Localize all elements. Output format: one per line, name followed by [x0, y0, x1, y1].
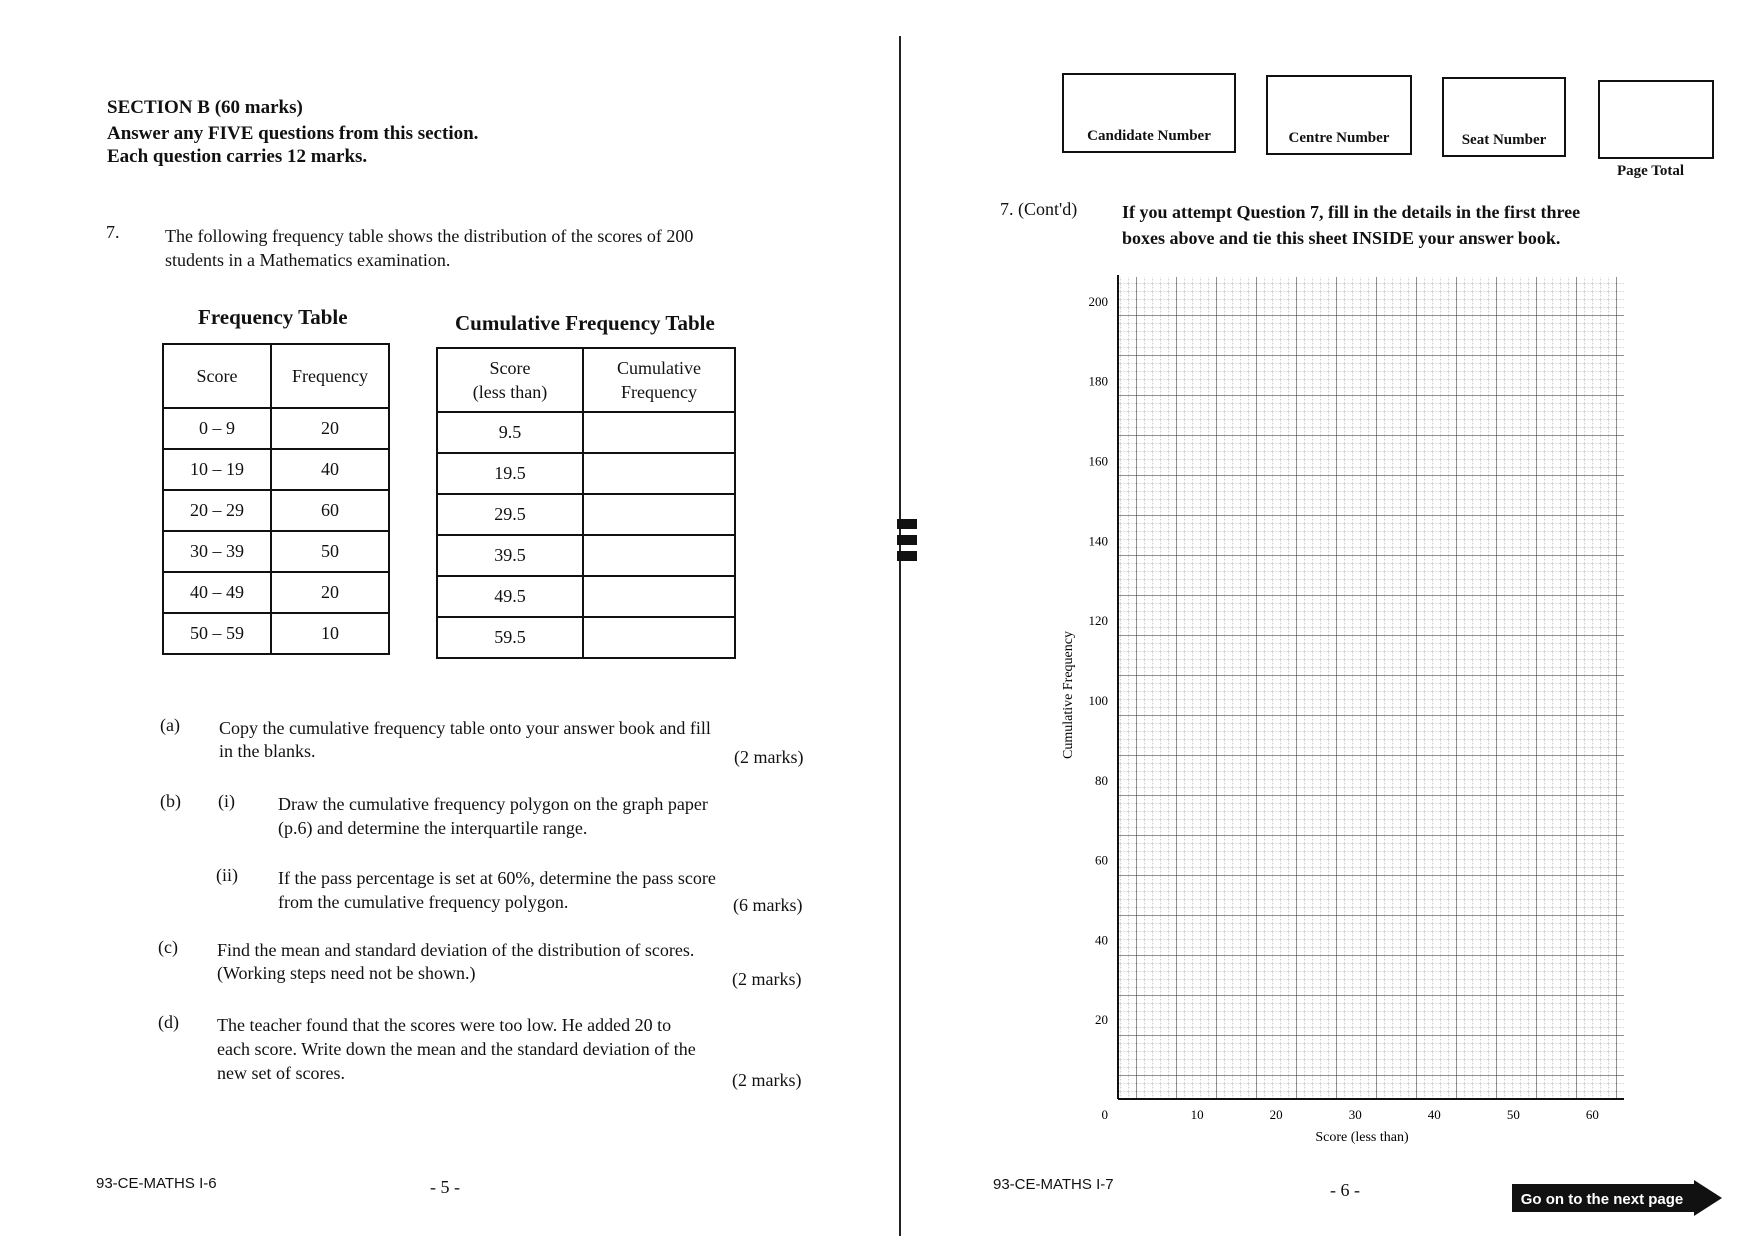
centre-number-box [1266, 75, 1412, 155]
question-number: 7. [106, 222, 120, 242]
x-tick-label: 50 [1506, 1107, 1520, 1122]
part-bii-label: (ii) [216, 865, 238, 885]
cum-cell-score: 49.5 [437, 576, 583, 617]
cum-cell-blank [583, 535, 735, 576]
part-d-line3: new set of scores. [217, 1063, 345, 1083]
cum-cell-blank [583, 412, 735, 453]
cum-cell-blank [583, 617, 735, 658]
part-c-marks: (2 marks) [732, 969, 802, 989]
cumulative-frequency-table [436, 347, 736, 659]
staple-mark [897, 551, 917, 561]
freq-cell-frequency: 50 [271, 531, 389, 572]
question-stem-line1: The following frequency table shows the distribution of the scores of 200 [165, 226, 694, 246]
part-d-line1: The teacher found that the scores were too low. He added 20 to [217, 1015, 672, 1035]
y-tick-label: 0 [1101, 1107, 1108, 1122]
part-a-line2: in the blanks. [219, 741, 316, 761]
freq-header-frequency: Frequency [271, 344, 389, 408]
y-tick-label: 180 [1088, 373, 1108, 389]
part-bii-line2: from the cumulative frequency polygon. [278, 892, 569, 912]
part-d-line2: each score. Write down the mean and the standard deviation of the [217, 1039, 696, 1059]
y-tick-label: 40 [1095, 932, 1108, 948]
frequency-table [162, 343, 390, 655]
part-a-label: (a) [160, 715, 180, 735]
freq-cell-frequency: 40 [271, 449, 389, 490]
freq-cell-score: 10 – 19 [163, 449, 271, 490]
part-b-marks: (6 marks) [733, 895, 803, 915]
cum-cell-blank [583, 576, 735, 617]
centre-number-label: Centre Number [1288, 130, 1390, 146]
frequency-table-title: Frequency Table [198, 305, 348, 329]
freq-header-score: Score [163, 344, 271, 408]
candidate-number-box [1062, 73, 1236, 153]
freq-cell-score: 20 – 29 [163, 490, 271, 531]
cum-header-frequency-line2: Frequency [621, 382, 697, 402]
footer-page-number-left: - 5 - [430, 1177, 460, 1197]
continued-label: 7. (Cont'd) [1000, 199, 1078, 219]
footer-code-right: 93-CE-MATHS I-7 [993, 1176, 1114, 1193]
x-tick-label: 20 [1269, 1107, 1283, 1122]
page-total-label: Page Total [1617, 163, 1685, 179]
cum-cell-score: 29.5 [437, 494, 583, 535]
cum-cell-score: 59.5 [437, 617, 583, 658]
part-bi-line2: (p.6) and determine the interquartile range. [278, 818, 588, 838]
staple-mark [897, 519, 917, 529]
page-total-box [1598, 80, 1714, 159]
freq-cell-score: 0 – 9 [163, 408, 271, 449]
cum-cell-score: 9.5 [437, 412, 583, 453]
x-axis-label: Score (less than) [1315, 1130, 1409, 1145]
graph-paper-chart [1056, 275, 1636, 1155]
cum-header-score [437, 348, 583, 412]
part-c-line2: (Working steps need not be shown.) [217, 963, 476, 983]
staple-mark [897, 535, 917, 545]
freq-cell-frequency: 20 [271, 572, 389, 613]
cum-header-frequency [583, 348, 735, 412]
section-instruction: Answer any FIVE questions from this section. [107, 123, 479, 144]
y-axis-label: Cumulative Frequency [1061, 631, 1076, 759]
y-tick-label: 200 [1088, 293, 1108, 309]
y-tick-label: 120 [1088, 613, 1108, 629]
freq-cell-score: 40 – 49 [163, 572, 271, 613]
y-tick-label: 140 [1088, 533, 1108, 549]
next-page-label: Go on to the next page [1520, 1191, 1684, 1208]
y-tick-label: 160 [1088, 453, 1108, 469]
part-b-label: (b) [160, 791, 181, 811]
footer-code-left: 93-CE-MATHS I-6 [96, 1175, 217, 1192]
seat-number-label: Seat Number [1461, 132, 1547, 148]
part-a-line1: Copy the cumulative frequency table onto your answer book and fill [219, 718, 711, 738]
section-heading: SECTION B (60 marks) [107, 97, 303, 118]
cumulative-table-title: Cumulative Frequency Table [455, 311, 715, 335]
grid-major [1118, 277, 1624, 1099]
freq-cell-frequency: 20 [271, 408, 389, 449]
y-tick-label: 100 [1088, 692, 1108, 708]
part-bi-line1: Draw the cumulative frequency polygon on the graph paper [278, 794, 708, 814]
section-marks-note: Each question carries 12 marks. [107, 146, 368, 167]
freq-cell-score: 50 – 59 [163, 613, 271, 654]
part-a-marks: (2 marks) [734, 747, 804, 767]
seat-number-box [1442, 77, 1566, 157]
y-tick-labels [1089, 294, 1109, 1122]
footer-page-number-right: - 6 - [1330, 1180, 1360, 1200]
part-c-line1: Find the mean and standard deviation of the distribution of scores. [217, 940, 695, 960]
freq-cell-frequency: 60 [271, 490, 389, 531]
x-tick-label: 30 [1348, 1107, 1362, 1122]
part-bii-line1: If the pass percentage is set at 60%, determine the pass score [278, 868, 716, 888]
cum-cell-score: 19.5 [437, 453, 583, 494]
x-tick-label: 10 [1190, 1107, 1204, 1122]
continued-instruction-line2: boxes above and tie this sheet INSIDE your answer book. [1122, 228, 1561, 248]
question-stem-line2: students in a Mathematics examination. [165, 250, 451, 270]
y-tick-label: 20 [1095, 1012, 1108, 1028]
continued-instruction-line1: If you attempt Question 7, fill in the details in the first three [1122, 202, 1581, 222]
freq-cell-frequency: 10 [271, 613, 389, 654]
cum-header-score-line2: (less than) [472, 382, 548, 402]
x-tick-label: 40 [1427, 1107, 1441, 1122]
cum-header-frequency-line1: Cumulative [617, 358, 701, 378]
y-tick-label: 60 [1095, 852, 1108, 868]
x-tick-label: 60 [1585, 1107, 1599, 1122]
next-page-arrow[interactable] [1512, 1180, 1722, 1216]
part-bi-label: (i) [218, 791, 235, 811]
x-tick-labels [1191, 1107, 1599, 1122]
cum-cell-score: 39.5 [437, 535, 583, 576]
candidate-number-label: Candidate Number [1087, 128, 1211, 144]
cum-header-score-line1: Score [489, 358, 531, 378]
part-d-label: (d) [158, 1012, 179, 1032]
part-d-marks: (2 marks) [732, 1070, 802, 1090]
page-divider [899, 36, 901, 1236]
cum-cell-blank [583, 453, 735, 494]
y-tick-label: 80 [1095, 772, 1108, 788]
freq-cell-score: 30 – 39 [163, 531, 271, 572]
part-c-label: (c) [158, 937, 178, 957]
cum-cell-blank [583, 494, 735, 535]
